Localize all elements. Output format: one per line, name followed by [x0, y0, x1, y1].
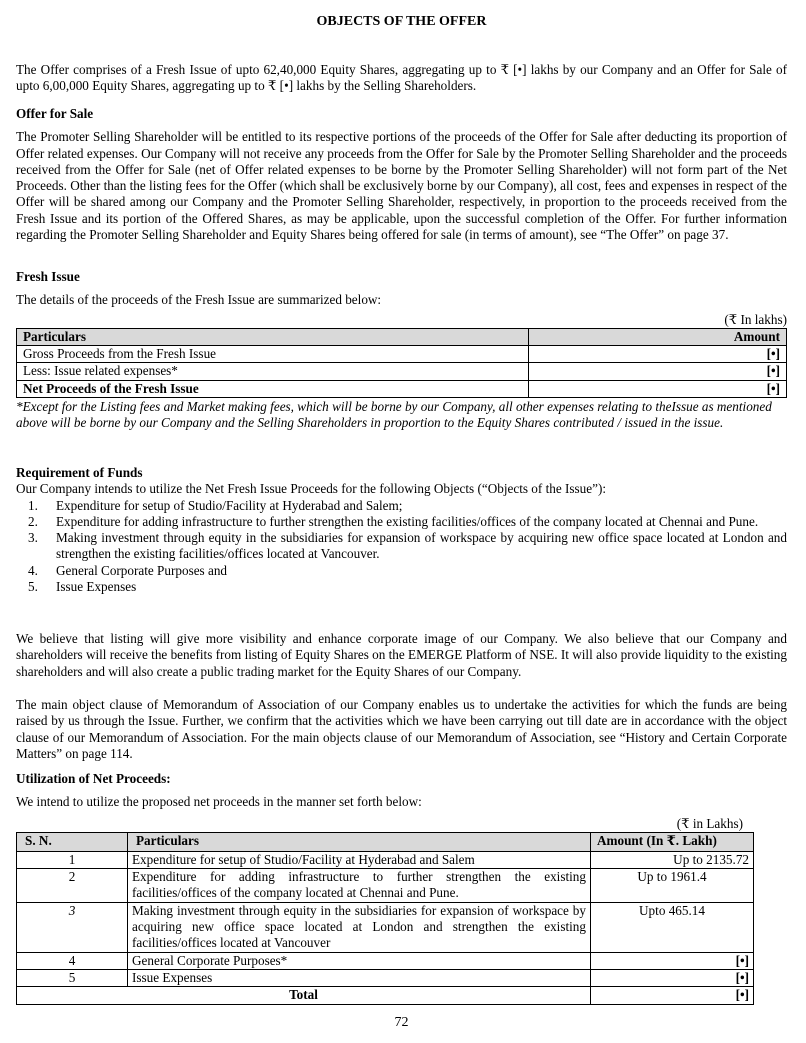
header-particulars: Particulars	[17, 328, 529, 345]
table-row	[17, 851, 754, 868]
table-row	[17, 952, 754, 969]
table-cell: Issue Expenses	[128, 969, 591, 986]
table-cell: Gross Proceeds from the Fresh Issue	[17, 346, 529, 363]
requirement-of-funds-heading: Requirement of Funds	[16, 465, 143, 480]
list-item: 4. General Corporate Purposes and	[28, 562, 228, 578]
table-cell: [•]	[529, 346, 787, 363]
table-cell: Up to 1961.4	[591, 869, 754, 903]
table-cell: Expenditure for adding infrastructure to further strengthen the existing facilities/offices of the company located at Chennai and Pune.	[128, 869, 591, 903]
table-cell: 5	[17, 969, 128, 986]
table-cell: General Corporate Purposes*	[128, 952, 591, 969]
table-cell: Less: Issue related expenses*	[17, 363, 529, 380]
total-value: [•]	[591, 987, 754, 1004]
requirement-of-funds-text: Our Company intends to utilize the Net Fresh Issue Proceeds for the following Objects (“Objects of the Issue”):	[16, 481, 606, 497]
fresh-issue-table	[16, 328, 787, 398]
utilization-heading: Utilization of Net Proceeds:	[16, 771, 171, 786]
table-cell: Making investment through equity in the subsidiaries for expansion of workspace by acquiring new office space located at London and strengthen the existing facilities/offices located at Vancouver	[128, 902, 591, 952]
offer-for-sale-section	[16, 106, 787, 243]
offer-for-sale-heading: Offer for Sale	[16, 106, 94, 121]
list-item: 3. Making investment through equity in the subsidiaries for expansion of workspace by acquiring new office space located at London and strengthen the existing facilities/offices located at Vancouver.	[28, 530, 787, 562]
intro-paragraph: The Offer comprises of a Fresh Issue of upto 62,40,000 Equity Shares, aggregating up to ₹ [•] lakhs by our Company and an Offer for Sale of upto 6,00,000 Equity Shares, aggregating up to ₹ [•] lakhs by the Selling Shareholders.	[16, 62, 787, 94]
table-row	[17, 346, 787, 363]
fresh-issue-unit: (₹ In lakhs)	[724, 311, 787, 327]
list-item: 1. Expenditure for setup of Studio/Facility at Hyderabad and Salem;	[28, 497, 403, 513]
fresh-issue-section	[16, 269, 787, 432]
table-row	[17, 363, 787, 380]
fresh-issue-heading: Fresh Issue	[16, 269, 80, 284]
header-particulars: Particulars	[128, 832, 591, 851]
table-cell: [•]	[591, 952, 754, 969]
utilization-text: We intend to utilize the proposed net proceeds in the manner set forth below:	[16, 794, 422, 810]
table-cell: 2	[17, 869, 128, 903]
header-amount: Amount	[529, 328, 787, 345]
table-cell: 1	[17, 851, 128, 868]
page-title: OBJECTS OF THE OFFER	[316, 14, 487, 29]
table-header-row	[17, 832, 754, 851]
list-item: 5. Issue Expenses	[28, 579, 137, 595]
table-cell: Net Proceeds of the Fresh Issue	[17, 380, 529, 397]
listing-benefits-paragraph: We believe that listing will give more visibility and enhance corporate image of our Company. We also believe that our Company and shareholders will receive the benefits from listing of Equity Shares on the EMERGE Platform of NSE. It will also provide liquidity to the existing shareholders and will also create a public trading market for the Equity Shares of our Company.	[16, 631, 787, 679]
table-header-row	[17, 328, 787, 345]
table-row	[17, 902, 754, 952]
header-amount: Amount (In ₹. Lakh)	[591, 832, 754, 851]
table-cell: [•]	[529, 363, 787, 380]
table-row	[17, 869, 754, 903]
table-row	[17, 969, 754, 986]
table-cell: Upto 465.14	[591, 902, 754, 952]
fresh-issue-text: The details of the proceeds of the Fresh Issue are summarized below:	[16, 292, 382, 308]
table-cell: [•]	[529, 380, 787, 397]
objects-list	[16, 498, 787, 596]
utilization-section	[16, 771, 787, 1005]
utilization-unit: (₹ in Lakhs)	[676, 815, 743, 831]
table-cell: 3	[17, 902, 128, 952]
total-label: Total	[17, 987, 591, 1004]
table-cell: Expenditure for setup of Studio/Facility at Hyderabad and Salem	[128, 851, 591, 868]
memorandum-paragraph: The main object clause of Memorandum of Association of our Company enables us to undertake the activities for which the funds are being raised by us through the Issue. Further, we confirm that the activities which we have been carrying out till date are in accordance with the object clause of our Memorandum of Association. For the main objects clause of our Memorandum of Association, see “History and Certain Corporate Matters” on page 114.	[16, 697, 787, 761]
offer-for-sale-text: The Promoter Selling Shareholder will be entitled to its respective portions of the proceeds of the Offer for Sale after deducting its proportion of Offer related expenses. Our Company will not receive any proceeds from the Offer for Sale by the Promoter Selling Shareholder and the proceeds received from the Offer for Sale (net of Offer related expenses to be borne by the Promoter Selling Shareholder) will not form part of the Net Proceeds. Other than the listing fees for the Offer (which shall be exclusively borne by our Company), all cost, fees and expenses in respect of the Offer will be shared among our Company and the Promoter Selling Shareholder, respectively, in proportion to the proceeds received from the Fresh Issue and its portion of the Offered Shares, as may be applicable, upon the successful completion of the Offer. For further information regarding the Promoter Selling Shareholder and Equity Shares being offered for sale (in terms of amount), see “The Offer” on page 37.	[16, 129, 787, 243]
fresh-issue-note: *Except for the Listing fees and Market making fees, which will be borne by our Company, all other expenses relating to theIssue as mentioned above will be borne by our Company and the Selling Shareholders in proportion to the Equity Shares contributed / issued in the issue.	[16, 399, 772, 431]
utilization-table	[16, 832, 754, 1005]
table-total-row	[17, 987, 754, 1004]
table-cell: [•]	[591, 969, 754, 986]
table-cell: Up to 2135.72	[591, 851, 754, 868]
header-sn: S. N.	[17, 832, 128, 851]
table-cell: 4	[17, 952, 128, 969]
page-number: 72	[394, 1015, 409, 1030]
list-item: 2. Expenditure for adding infrastructure to further strengthen the existing facilities/offices of the company located at Chennai and Pune.	[28, 513, 759, 529]
requirement-of-funds-section	[16, 465, 787, 595]
table-row	[17, 380, 787, 397]
